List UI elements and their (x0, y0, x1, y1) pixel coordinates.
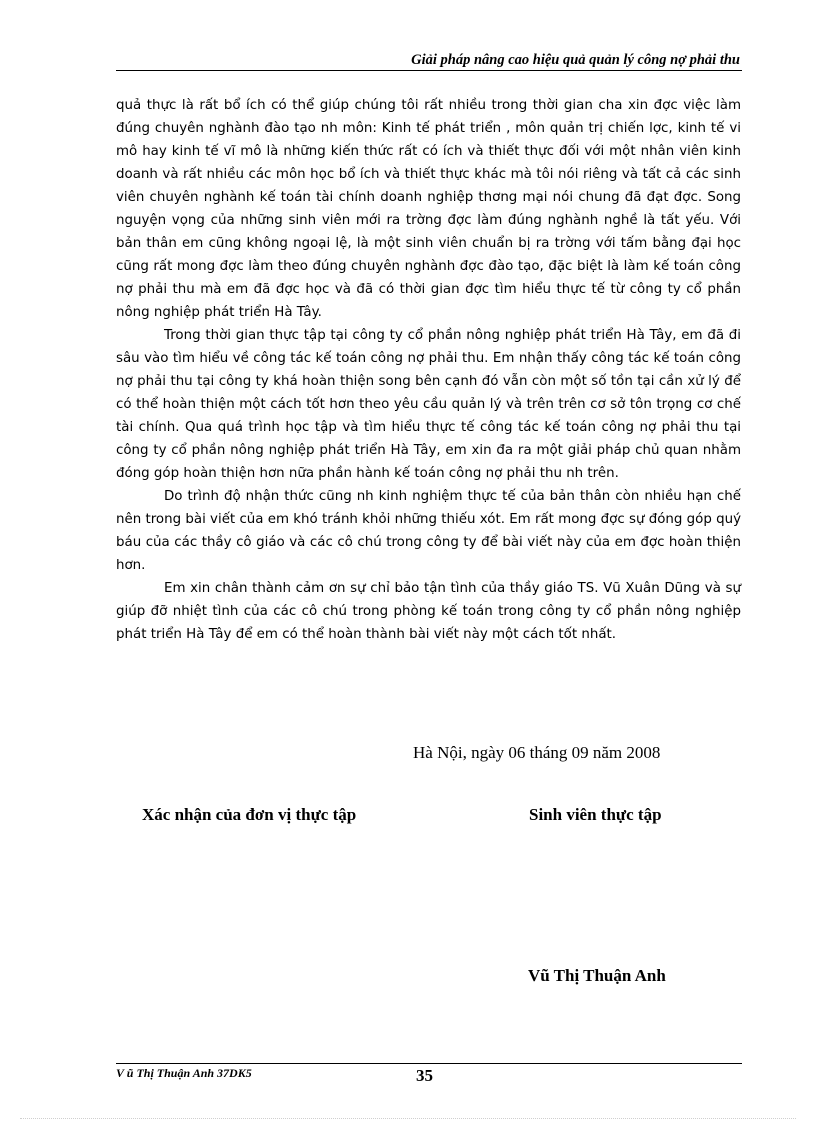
student-label: Sinh viên thực tập (529, 805, 662, 824)
document-body (116, 94, 741, 646)
internship-unit-confirmation-label: Xác nhận của đơn vị thực tập (142, 805, 357, 824)
body-paragraph: Trong thời gian thực tập tại công ty cổ phần nông nghiệp phát triển Hà Tây, em đã đi sâu vào tìm hiểu về công tác kế toán công nợ phải thu. Em nhận thấy công tác kế toán công nợ phải thu tại công ty khá hoàn thiện song bên cạnh đó vẫn còn một số tồn tại cần xử lý để có thể hoàn thiện một cách tốt hơn theo yêu cầu quản lý và trên trên cơ sở tôn trọng cơ chế tài chính. Qua quá trình học tập và tìm hiểu thực tế công tác kế toán công nợ phải thu tại công ty cổ phần nông nghiệp phát triển Hà Tây, em xin đa ra một giải pháp chủ quan nhằm đóng góp hoàn thiện hơn nữa phần hành kế toán công nợ phải thu nh trên. (116, 328, 741, 481)
body-paragraph: quả thực là rất bổ ích có thể giúp chúng tôi rất nhiều trong thời gian cha xin đợc việc làm đúng chuyên nghành đào tạo nh môn: Kinh tế phát triển , môn quản trị chiến lợc, kinh tế vi mô hay kinh tế vĩ mô là những kiến thức rất có ích và thiết thực đối với một nhân viên kinh doanh và rất nhiều các môn học bổ ích và thiết thực khác mà tôi nói riêng và tất cả các sinh viên chuyên nghành kế toán tài chính doanh nghiệp thơng mại nói chung đã đạt đợc. Song nguyện vọng của những sinh viên mới ra trờng đợc làm đúng nghành nghề là tất yếu. Với bản thân em cũng không ngoại lệ, là một sinh viên chuẩn bị ra trờng với tấm bằng đại học cũng rất mong đợc làm theo đúng chuyên nghành đợc đào tạo, đặc biệt là làm kế toán công nợ phải thu mà em đã đợc học và đã có thời gian đợc tìm hiểu thực tế từ công ty cổ phần nông nghiệp phát triển Hà Tây. (116, 98, 741, 320)
footer-divider (116, 1063, 742, 1064)
header-divider (116, 70, 742, 71)
body-paragraph: Do trình độ nhận thức cũng nh kinh nghiệm thực tế của bản thân còn nhiều hạn chế nên trong bài viết của em khó tránh khỏi những thiếu xót. Em rất mong đợc sự đóng góp quý báu của các thầy cô giáo và các cô chú trong công ty để bài viết này của em đợc hoàn thiện hơn. (116, 489, 741, 573)
footer-author: V ũ Thị Thuận Anh 37DK5 (116, 1066, 252, 1080)
page-edge-divider (20, 1118, 796, 1119)
student-name: Vũ Thị Thuận Anh (528, 966, 666, 985)
page-number: 35 (416, 1066, 433, 1085)
body-paragraph: Em xin chân thành cảm ơn sự chỉ bảo tận tình của thầy giáo TS. Vũ Xuân Dũng và sự giúp đỡ nhiệt tình của các cô chú trong phòng kế toán trong công ty cổ phần nông nghiệp phát triển Hà Tây để em có thể hoàn thành bài viết này một cách tốt nhất. (116, 581, 741, 642)
running-header-title: Giải pháp nâng cao hiệu quả quản lý công nợ phải thu (411, 52, 740, 68)
signature-date: Hà Nội, ngày 06 tháng 09 năm 2008 (413, 743, 661, 762)
